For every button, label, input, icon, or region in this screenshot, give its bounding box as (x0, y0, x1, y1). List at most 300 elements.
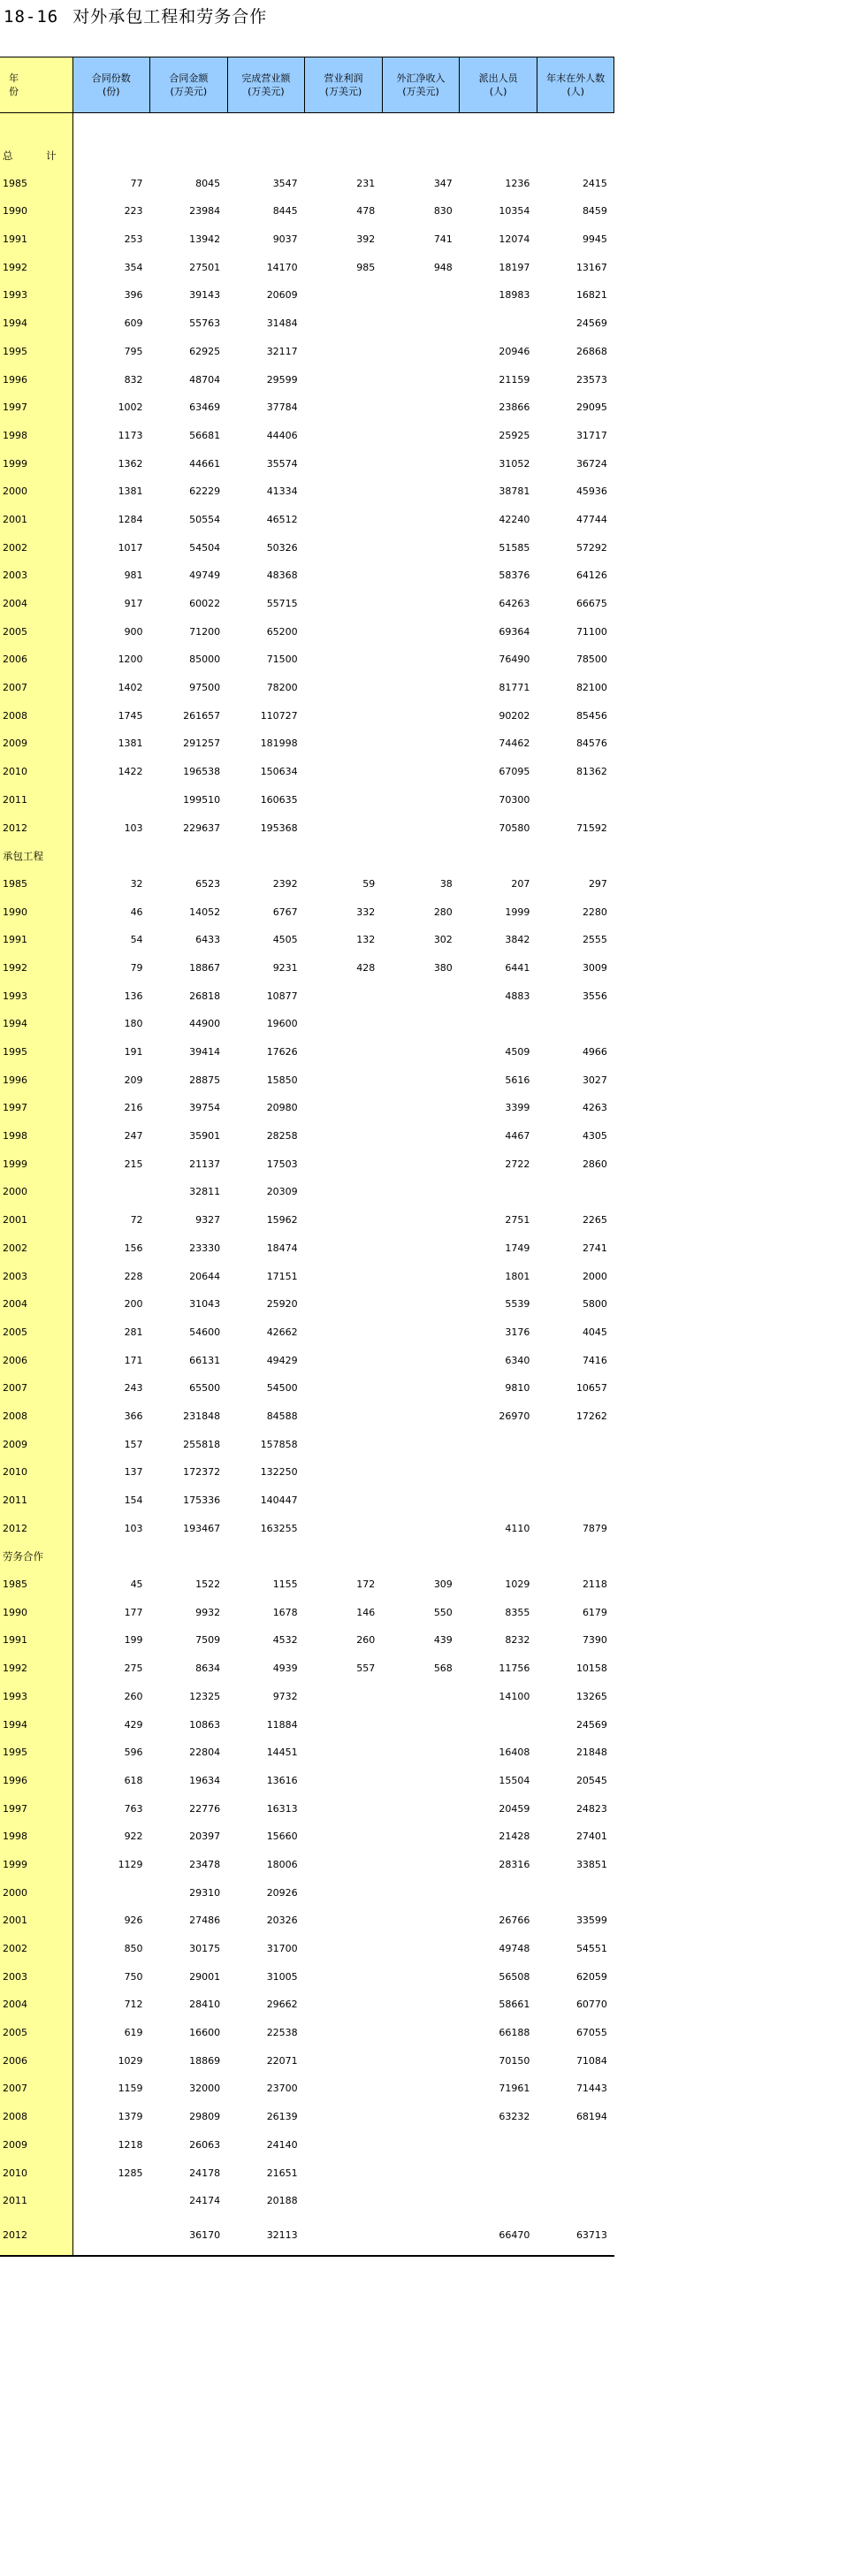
table-row (0, 1319, 614, 1347)
value-cell: 216 (124, 1102, 143, 1114)
year-cell: 1993 (0, 281, 72, 310)
table-row (0, 1206, 614, 1234)
section-label: 总 计 (3, 149, 68, 162)
value-cell (382, 394, 460, 422)
table-row (0, 1710, 614, 1739)
year-cell: 2000 (0, 1878, 72, 1907)
year-cell: 2003 (0, 1962, 72, 1991)
value-cell: 1029 (505, 1578, 530, 1591)
value-cell: 10354 (499, 205, 530, 218)
value-cell: 26063 (189, 2138, 221, 2151)
value-cell (382, 1010, 460, 1038)
value-cell (305, 617, 383, 646)
value-cell: 18869 (189, 2054, 221, 2067)
value-cell: 291257 (183, 738, 221, 750)
value-cell (305, 449, 383, 478)
table-row (0, 1262, 614, 1290)
value-cell (382, 758, 460, 786)
year-cell: 2003 (0, 562, 72, 590)
table-row (0, 1122, 614, 1150)
value-cell: 26868 (575, 345, 607, 357)
value-cell (382, 1907, 460, 1935)
value-cell (382, 2075, 460, 2103)
value-cell (305, 1094, 383, 1122)
year-cell: 1994 (0, 310, 72, 338)
value-cell (305, 1346, 383, 1374)
value-cell: 9932 (195, 1606, 221, 1618)
value-cell: 17262 (575, 1410, 607, 1422)
value-cell (537, 1430, 614, 1458)
table-row (0, 1458, 614, 1487)
value-cell: 26139 (266, 2111, 298, 2123)
value-cell: 17503 (266, 1158, 298, 1170)
value-cell (382, 1683, 460, 1711)
table-row (0, 562, 614, 590)
value-cell: 9945 (582, 233, 607, 246)
table-row (0, 674, 614, 702)
value-cell: 39754 (189, 1102, 221, 1114)
value-cell: 26766 (499, 1915, 530, 1927)
value-cell: 62925 (189, 345, 221, 357)
value-cell: 74462 (499, 738, 530, 750)
year-cell: 2007 (0, 1374, 72, 1403)
year-cell: 2002 (0, 1234, 72, 1263)
value-cell: 332 (356, 906, 376, 918)
value-cell (382, 365, 460, 394)
value-cell: 20926 (266, 1886, 298, 1899)
value-cell: 1381 (118, 485, 143, 498)
table-row (0, 478, 614, 506)
value-cell: 140447 (260, 1494, 298, 1507)
table-number: 18-16 (4, 7, 59, 27)
value-cell: 29310 (189, 1886, 221, 1899)
value-cell: 22804 (189, 1747, 221, 1759)
value-cell (305, 590, 383, 618)
year-cell: 1998 (0, 1122, 72, 1150)
value-cell: 23866 (499, 401, 530, 414)
value-cell: 22071 (266, 2054, 298, 2067)
value-cell (382, 814, 460, 842)
value-cell: 171 (124, 1354, 143, 1366)
value-cell: 7509 (195, 1634, 221, 1647)
value-cell: 191 (124, 1046, 143, 1059)
value-cell (305, 646, 383, 674)
year-cell: 1998 (0, 422, 72, 450)
value-cell: 81771 (499, 682, 530, 694)
value-cell: 79 (130, 961, 143, 974)
value-cell: 15850 (266, 1074, 298, 1086)
value-cell (305, 1374, 383, 1403)
value-cell: 1402 (118, 682, 143, 694)
value-cell: 302 (433, 934, 453, 946)
table-row (0, 1010, 614, 1038)
value-cell (537, 2159, 614, 2187)
value-cell: 9732 (272, 1690, 298, 1702)
value-cell: 13265 (575, 1690, 607, 1702)
year-cell: 2001 (0, 506, 72, 534)
value-cell: 16821 (575, 289, 607, 302)
table-row (0, 1571, 614, 1599)
value-cell: 917 (124, 598, 143, 610)
value-cell: 1173 (118, 429, 143, 441)
year-cell: 2005 (0, 1319, 72, 1347)
year-cell: 1990 (0, 197, 72, 225)
value-cell (305, 1066, 383, 1094)
table-row (0, 449, 614, 478)
value-cell (305, 1487, 383, 1515)
value-cell: 38 (439, 877, 453, 890)
table-row (0, 1655, 614, 1683)
year-cell: 1997 (0, 394, 72, 422)
value-cell: 24569 (575, 1718, 607, 1731)
value-cell: 429 (124, 1718, 143, 1731)
value-cell: 84576 (575, 738, 607, 750)
value-cell: 28875 (189, 1074, 221, 1086)
section-header-row (0, 141, 614, 170)
value-cell (305, 422, 383, 450)
table-row (0, 281, 614, 310)
table-row (0, 1346, 614, 1374)
value-cell (305, 1038, 383, 1066)
value-cell: 24823 (575, 1802, 607, 1815)
value-cell: 14052 (189, 906, 221, 918)
value-cell: 354 (124, 261, 143, 273)
value-cell: 181998 (260, 738, 298, 750)
year-cell: 1992 (0, 954, 72, 982)
table-row (0, 1038, 614, 1066)
year-cell: 1985 (0, 1571, 72, 1599)
table-row (0, 2187, 614, 2215)
value-cell: 28258 (266, 1130, 298, 1143)
header-contract-value: 合同金额 (万美元) (150, 57, 228, 113)
table-row (0, 1851, 614, 1879)
value-cell: 60022 (189, 598, 221, 610)
value-cell: 6441 (505, 961, 530, 974)
value-cell: 27501 (189, 261, 221, 273)
value-cell: 71100 (575, 625, 607, 638)
value-cell: 4966 (582, 1046, 607, 1059)
value-cell: 69364 (499, 625, 530, 638)
value-cell: 156 (124, 1242, 143, 1254)
value-cell: 2860 (582, 1158, 607, 1170)
value-cell: 49749 (189, 569, 221, 582)
value-cell: 850 (124, 1943, 143, 1955)
value-cell (382, 1487, 460, 1515)
year-cell: 1994 (0, 1710, 72, 1739)
value-cell: 14451 (266, 1747, 298, 1759)
table-row (0, 730, 614, 758)
value-cell: 28316 (499, 1858, 530, 1870)
value-cell: 309 (433, 1578, 453, 1591)
value-cell: 7390 (582, 1634, 607, 1647)
year-cell: 1996 (0, 365, 72, 394)
value-cell: 275 (124, 1663, 143, 1675)
value-cell: 22538 (266, 2027, 298, 2039)
value-cell: 366 (124, 1410, 143, 1422)
table-row (0, 814, 614, 842)
value-cell: 8459 (582, 205, 607, 218)
value-cell (382, 1823, 460, 1851)
value-cell (382, 1178, 460, 1206)
value-cell: 6340 (505, 1354, 530, 1366)
value-cell: 2265 (582, 1214, 607, 1227)
value-cell (537, 2131, 614, 2159)
value-cell: 5616 (505, 1074, 530, 1086)
value-cell: 54500 (266, 1382, 298, 1395)
value-cell: 1745 (118, 709, 143, 722)
value-cell: 10158 (575, 1663, 607, 1675)
year-cell: 2011 (0, 786, 72, 814)
value-cell: 1284 (118, 513, 143, 525)
value-cell: 77 (130, 177, 143, 189)
year-cell: 1994 (0, 1010, 72, 1038)
value-cell: 12074 (499, 233, 530, 246)
value-cell: 981 (124, 569, 143, 582)
value-cell: 29662 (266, 1999, 298, 2011)
value-cell: 28410 (189, 1999, 221, 2011)
value-cell: 1218 (118, 2138, 143, 2151)
value-cell: 33851 (575, 1858, 607, 1870)
value-cell: 48368 (266, 569, 298, 582)
value-cell: 27401 (575, 1831, 607, 1843)
value-cell: 26970 (499, 1410, 530, 1422)
value-cell: 4467 (505, 1130, 530, 1143)
value-cell: 51585 (499, 541, 530, 554)
table-row (0, 1487, 614, 1515)
value-cell: 3547 (272, 177, 298, 189)
value-cell: 39414 (189, 1046, 221, 1059)
year-cell: 2009 (0, 1430, 72, 1458)
value-cell: 253 (124, 233, 143, 246)
value-cell (305, 1262, 383, 1290)
value-cell: 67055 (575, 2027, 607, 2039)
value-cell (382, 730, 460, 758)
value-cell: 97500 (189, 682, 221, 694)
value-cell: 2751 (505, 1214, 530, 1227)
value-cell: 231848 (183, 1410, 221, 1422)
value-cell: 48704 (189, 373, 221, 386)
value-cell: 9327 (195, 1214, 221, 1227)
value-cell (537, 1178, 614, 1206)
value-cell: 31052 (499, 457, 530, 470)
value-cell: 16408 (499, 1747, 530, 1759)
value-cell: 478 (356, 205, 376, 218)
year-cell: 2008 (0, 701, 72, 730)
value-cell: 6523 (195, 877, 221, 890)
value-cell (382, 674, 460, 702)
year-cell: 1999 (0, 1150, 72, 1178)
value-cell: 1362 (118, 457, 143, 470)
year-cell: 2006 (0, 2046, 72, 2075)
value-cell (382, 786, 460, 814)
value-cell: 163255 (260, 1522, 298, 1534)
value-cell: 297 (588, 877, 607, 890)
value-cell: 56508 (499, 1970, 530, 1983)
value-cell (382, 1710, 460, 1739)
value-cell (382, 1458, 460, 1487)
table-row (0, 365, 614, 394)
year-cell: 2010 (0, 2159, 72, 2187)
value-cell: 42662 (266, 1326, 298, 1338)
year-header: 年份 (0, 57, 72, 113)
table-row (0, 1374, 614, 1403)
year-cell: 1985 (0, 870, 72, 898)
value-cell: 25920 (266, 1298, 298, 1311)
value-cell: 9231 (272, 961, 298, 974)
value-cell: 21848 (575, 1747, 607, 1759)
value-cell (537, 1458, 614, 1487)
year-cell: 2011 (0, 1487, 72, 1515)
value-cell: 55715 (266, 598, 298, 610)
value-cell: 70300 (499, 793, 530, 806)
value-cell: 20946 (499, 345, 530, 357)
value-cell (305, 1458, 383, 1487)
value-cell: 63232 (499, 2111, 530, 2123)
value-cell (305, 1403, 383, 1431)
value-cell (460, 1487, 537, 1515)
value-cell: 209 (124, 1074, 143, 1086)
value-cell: 3009 (582, 961, 607, 974)
value-cell (382, 2019, 460, 2047)
table-row (0, 197, 614, 225)
value-cell (460, 1458, 537, 1487)
value-cell: 67095 (499, 766, 530, 778)
year-cell: 1991 (0, 926, 72, 954)
value-cell: 830 (433, 205, 453, 218)
value-cell: 20326 (266, 1915, 298, 1927)
year-cell: 2001 (0, 1907, 72, 1935)
table-row (0, 786, 614, 814)
value-cell: 14100 (499, 1690, 530, 1702)
value-cell (537, 2187, 614, 2215)
section-label: 承包工程 (3, 849, 43, 862)
value-cell: 32811 (189, 1186, 221, 1198)
table-row (0, 2046, 614, 2075)
table-row (0, 1598, 614, 1626)
value-cell (382, 1290, 460, 1319)
value-cell: 609 (124, 317, 143, 330)
value-cell (305, 674, 383, 702)
value-cell: 16600 (189, 2027, 221, 2039)
value-cell: 20309 (266, 1186, 298, 1198)
value-cell: 741 (433, 233, 453, 246)
value-cell: 260 (124, 1690, 143, 1702)
year-cell: 1990 (0, 1598, 72, 1626)
value-cell: 10877 (266, 990, 298, 1002)
table-row (0, 2159, 614, 2187)
value-cell (382, 701, 460, 730)
value-cell: 45936 (575, 485, 607, 498)
table-row (0, 1935, 614, 1963)
value-cell (382, 533, 460, 562)
value-cell (382, 1319, 460, 1347)
value-cell: 9037 (272, 233, 298, 246)
value-cell (382, 1234, 460, 1263)
section-label: 劳务合作 (3, 1549, 43, 1563)
spacer-row (0, 113, 614, 141)
value-cell: 150634 (260, 766, 298, 778)
table-row (0, 1767, 614, 1795)
year-cell: 1992 (0, 253, 72, 281)
value-cell (305, 338, 383, 366)
value-cell (72, 786, 150, 814)
year-cell: 2000 (0, 478, 72, 506)
value-cell: 36170 (150, 2215, 228, 2256)
value-cell: 137 (124, 1466, 143, 1479)
value-cell (382, 449, 460, 478)
value-cell: 4263 (582, 1102, 607, 1114)
value-cell: 177 (124, 1606, 143, 1618)
value-cell (305, 1010, 383, 1038)
value-cell (382, 1346, 460, 1374)
value-cell: 5800 (582, 1298, 607, 1311)
value-cell (305, 365, 383, 394)
value-cell: 15504 (499, 1774, 530, 1786)
table-row (0, 2131, 614, 2159)
value-cell: 18197 (499, 261, 530, 273)
value-cell: 71500 (266, 654, 298, 666)
value-cell: 63713 (537, 2215, 614, 2256)
value-cell: 46512 (266, 513, 298, 525)
value-cell (305, 1150, 383, 1178)
value-cell (305, 533, 383, 562)
value-cell: 4509 (505, 1046, 530, 1059)
value-cell: 8445 (272, 205, 298, 218)
value-cell (305, 1878, 383, 1907)
value-cell (382, 646, 460, 674)
value-cell: 568 (433, 1663, 453, 1675)
value-cell: 54504 (189, 541, 221, 554)
value-cell: 90202 (499, 709, 530, 722)
value-cell: 23330 (189, 1242, 221, 1254)
value-cell: 1155 (272, 1578, 298, 1591)
year-cell: 2012 (0, 814, 72, 842)
year-cell: 1993 (0, 982, 72, 1010)
value-cell: 24140 (266, 2138, 298, 2151)
value-cell: 71443 (575, 2083, 607, 2095)
table-row (0, 394, 614, 422)
value-cell: 281 (124, 1326, 143, 1338)
value-cell: 1236 (505, 177, 530, 189)
value-cell (382, 1794, 460, 1823)
year-cell: 1996 (0, 1767, 72, 1795)
year-cell: 2012 (0, 1514, 72, 1542)
value-cell: 1285 (118, 2167, 143, 2179)
value-cell: 110727 (260, 709, 298, 722)
value-cell (305, 758, 383, 786)
value-cell: 1017 (118, 541, 143, 554)
value-cell: 76490 (499, 654, 530, 666)
value-cell: 32 (130, 877, 143, 890)
value-cell: 66675 (575, 598, 607, 610)
value-cell: 8634 (195, 1663, 221, 1675)
statistics-table (0, 57, 614, 2257)
value-cell: 172372 (183, 1466, 221, 1479)
value-cell: 154 (124, 1494, 143, 1507)
value-cell: 70580 (499, 822, 530, 834)
value-cell: 21137 (189, 1158, 221, 1170)
value-cell: 66188 (499, 2027, 530, 2039)
value-cell: 2741 (582, 1242, 607, 1254)
year-cell: 2008 (0, 2103, 72, 2131)
value-cell: 596 (124, 1747, 143, 1759)
value-cell: 1381 (118, 738, 143, 750)
value-cell: 25925 (499, 429, 530, 441)
year-cell: 2005 (0, 2019, 72, 2047)
table-row (0, 1290, 614, 1319)
value-cell (72, 2215, 150, 2256)
table-title: 对外承包工程和劳务合作 (72, 7, 268, 27)
